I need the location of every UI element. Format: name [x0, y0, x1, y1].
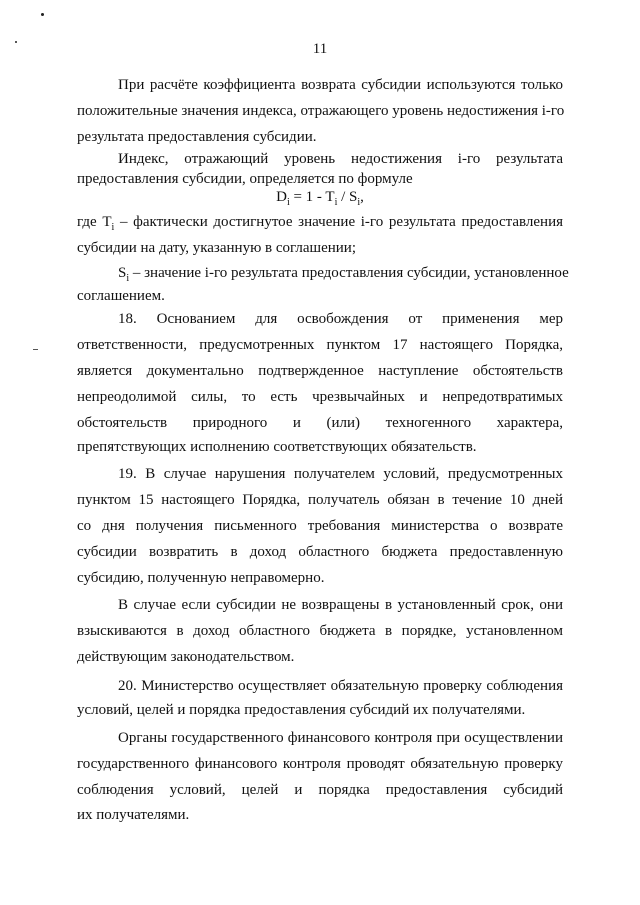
paragraph-line: пунктом 15 настоящего Порядка, получатель обязан в течение 10 дней: [77, 492, 563, 508]
formula: $D_i = 1 - T_i / S_i$,: [276, 189, 364, 208]
paragraph-line: обстоятельств природного и (или) техногенного характера,: [77, 415, 563, 431]
paragraph-line: их получателями.: [77, 807, 190, 823]
paragraph-line: условий, целей и порядка предоставления субсидий их получателями.: [77, 702, 526, 718]
paragraph-line: взыскиваются в доход областного бюджета в порядке, установленном: [77, 623, 563, 639]
paragraph-line: В случае если субсидии не возвращены в установленный срок, они: [118, 597, 563, 613]
page-number: 11: [312, 41, 328, 57]
paragraph-line: При расчёте коэффициента возврата субсидии используются только: [118, 77, 563, 93]
paragraph-line: препятствующих исполнению соответствующих обязательств.: [77, 439, 477, 455]
paragraph-line: результата предоставления субсидии.: [77, 129, 317, 145]
paragraph-line: непреодолимой силы, то есть чрезвычайных и непредотвратимых: [77, 389, 563, 405]
paragraph-line: положительные значения индекса, отражающего уровень недостижения i-го: [77, 103, 565, 119]
paragraph-line: ответственности, предусмотренных пунктом 17 настоящего Порядка,: [77, 337, 563, 353]
scan-speck: [41, 13, 44, 16]
paragraph-line: со дня получения письменного требования министерства о возврате: [77, 518, 563, 534]
paragraph-line: $S_i$ – значение i-го результата предоставления субсидии, установленное: [118, 265, 569, 284]
paragraph-line: 18. Основанием для освобождения от применения мер: [118, 311, 563, 327]
paragraph-line: субсидию, полученную неправомерно.: [77, 570, 325, 586]
paragraph-line: субсидии на дату, указанную в соглашении;: [77, 240, 357, 256]
paragraph-line: Органы государственного финансового контроля при осуществлении: [118, 730, 563, 746]
paragraph-line: является документально подтвержденное наступление обстоятельств: [77, 363, 563, 379]
paragraph-line: Индекс, отражающий уровень недостижения i-го результата: [118, 151, 563, 167]
paragraph-line: 20. Министерство осуществляет обязательную проверку соблюдения: [118, 678, 563, 694]
paragraph-line: 19. В случае нарушения получателем условий, предусмотренных: [118, 466, 563, 482]
paragraph-line: субсидии возвратить в доход областного бюджета предоставленную: [77, 544, 563, 560]
scan-speck: [33, 349, 38, 350]
paragraph-line: соглашением.: [77, 288, 165, 304]
paragraph-line: соблюдения условий, целей и порядка предоставления субсидий: [77, 782, 563, 798]
paragraph-line: предоставления субсидии, определяется по формуле: [77, 171, 413, 187]
paragraph-line: где $T_i$ – фактически достигнутое значение i-го результата предоставления: [77, 214, 563, 233]
paragraph-line: государственного финансового контроля проводят обязательную проверку: [77, 756, 563, 772]
paragraph-line: действующим законодательством.: [77, 649, 295, 665]
